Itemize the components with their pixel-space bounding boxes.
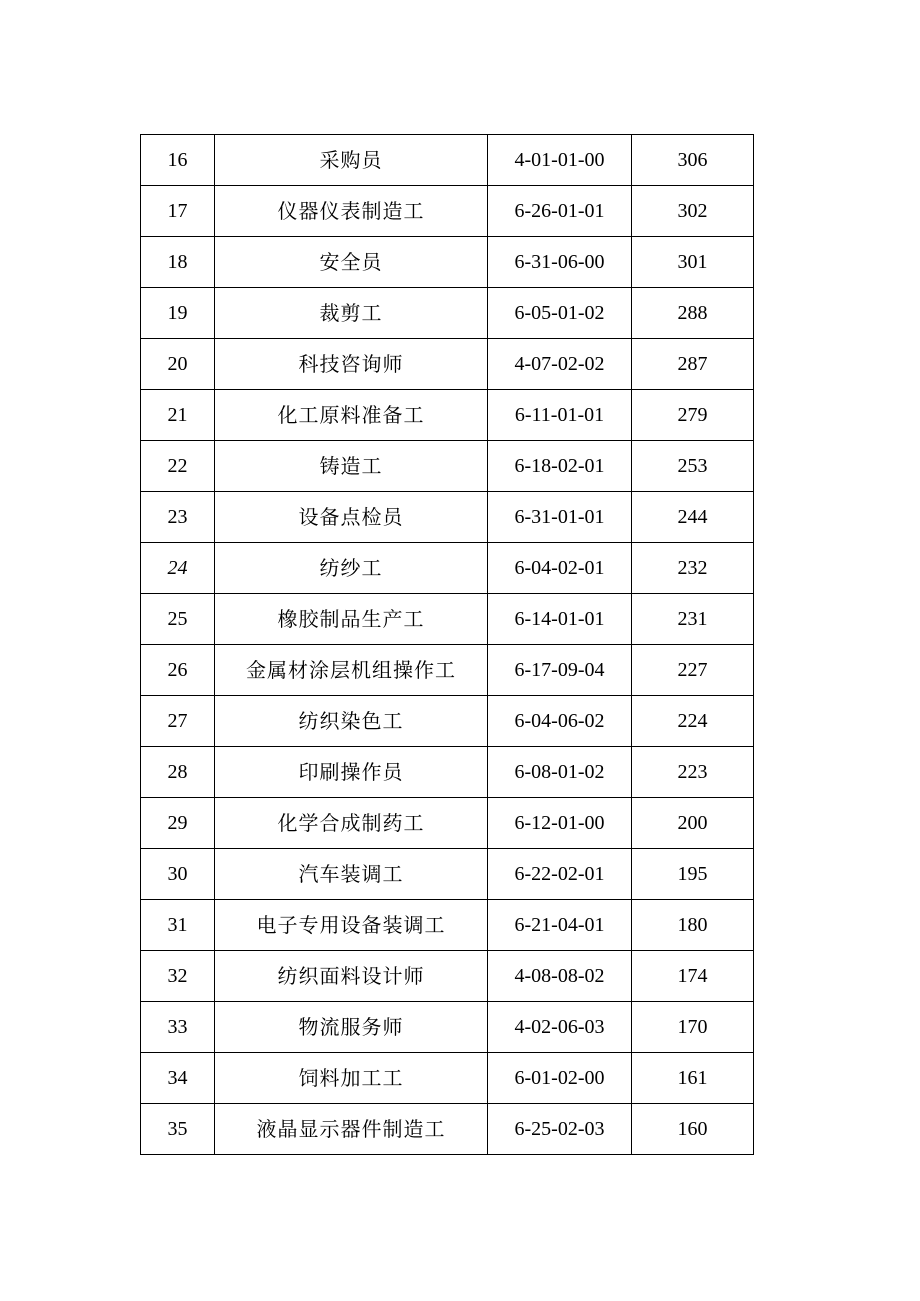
table-row — [141, 1002, 754, 1053]
row-number: 16 — [141, 135, 215, 186]
demand-count: 195 — [632, 849, 754, 900]
occupation-name: 电子专用设备装调工 — [215, 900, 488, 951]
table-row — [141, 747, 754, 798]
occupation-code: 6-01-02-00 — [488, 1053, 632, 1104]
table-row — [141, 492, 754, 543]
row-number: 32 — [141, 951, 215, 1002]
demand-count: 200 — [632, 798, 754, 849]
occupation-name: 铸造工 — [215, 441, 488, 492]
row-number: 17 — [141, 186, 215, 237]
occupation-name: 橡胶制品生产工 — [215, 594, 488, 645]
demand-count: 253 — [632, 441, 754, 492]
occupation-name: 纺织染色工 — [215, 696, 488, 747]
demand-count: 231 — [632, 594, 754, 645]
occupation-name: 安全员 — [215, 237, 488, 288]
table-row — [141, 186, 754, 237]
row-number: 26 — [141, 645, 215, 696]
demand-count: 174 — [632, 951, 754, 1002]
occupation-name: 液晶显示器件制造工 — [215, 1104, 488, 1155]
row-number: 22 — [141, 441, 215, 492]
row-number: 28 — [141, 747, 215, 798]
demand-count: 301 — [632, 237, 754, 288]
occupation-name: 设备点检员 — [215, 492, 488, 543]
occupation-code: 6-18-02-01 — [488, 441, 632, 492]
occupation-code: 6-22-02-01 — [488, 849, 632, 900]
occupation-code: 6-12-01-00 — [488, 798, 632, 849]
table-row — [141, 696, 754, 747]
occupation-name: 采购员 — [215, 135, 488, 186]
demand-count: 170 — [632, 1002, 754, 1053]
occupation-code: 6-14-01-01 — [488, 594, 632, 645]
occupation-code: 6-25-02-03 — [488, 1104, 632, 1155]
demand-count: 288 — [632, 288, 754, 339]
demand-count: 232 — [632, 543, 754, 594]
demand-count: 224 — [632, 696, 754, 747]
occupation-code: 4-01-01-00 — [488, 135, 632, 186]
occupation-code: 6-11-01-01 — [488, 390, 632, 441]
demand-count: 244 — [632, 492, 754, 543]
occupation-name: 纺织面料设计师 — [215, 951, 488, 1002]
occupation-code: 6-21-04-01 — [488, 900, 632, 951]
row-number: 24 — [141, 543, 215, 594]
row-number: 27 — [141, 696, 215, 747]
row-number: 29 — [141, 798, 215, 849]
row-number: 35 — [141, 1104, 215, 1155]
demand-count: 306 — [632, 135, 754, 186]
table-row — [141, 798, 754, 849]
occupation-name: 化学合成制药工 — [215, 798, 488, 849]
row-number: 30 — [141, 849, 215, 900]
row-number: 33 — [141, 1002, 215, 1053]
occupation-table — [140, 134, 754, 1155]
demand-count: 287 — [632, 339, 754, 390]
occupation-code: 6-04-06-02 — [488, 696, 632, 747]
occupation-name: 印刷操作员 — [215, 747, 488, 798]
table-row — [141, 390, 754, 441]
table-row — [141, 645, 754, 696]
table-row — [141, 849, 754, 900]
occupation-name: 饲料加工工 — [215, 1053, 488, 1104]
occupation-name: 裁剪工 — [215, 288, 488, 339]
table-row — [141, 441, 754, 492]
table-row — [141, 543, 754, 594]
demand-count: 223 — [632, 747, 754, 798]
occupation-code: 6-08-01-02 — [488, 747, 632, 798]
table-row — [141, 594, 754, 645]
occupation-name: 物流服务师 — [215, 1002, 488, 1053]
row-number: 20 — [141, 339, 215, 390]
occupation-name: 仪器仪表制造工 — [215, 186, 488, 237]
demand-count: 160 — [632, 1104, 754, 1155]
occupation-name: 化工原料准备工 — [215, 390, 488, 441]
occupation-code: 6-26-01-01 — [488, 186, 632, 237]
row-number: 25 — [141, 594, 215, 645]
occupation-code: 4-07-02-02 — [488, 339, 632, 390]
demand-count: 279 — [632, 390, 754, 441]
occupation-name: 科技咨询师 — [215, 339, 488, 390]
row-number: 34 — [141, 1053, 215, 1104]
table-row — [141, 135, 754, 186]
table-row — [141, 237, 754, 288]
table-row — [141, 1053, 754, 1104]
occupation-code: 4-08-08-02 — [488, 951, 632, 1002]
occupation-code: 6-31-06-00 — [488, 237, 632, 288]
table-row — [141, 1104, 754, 1155]
occupation-code: 6-31-01-01 — [488, 492, 632, 543]
occupation-code: 6-17-09-04 — [488, 645, 632, 696]
table-row — [141, 900, 754, 951]
demand-count: 180 — [632, 900, 754, 951]
table-row — [141, 339, 754, 390]
row-number: 23 — [141, 492, 215, 543]
occupation-name: 金属材涂层机组操作工 — [215, 645, 488, 696]
row-number: 21 — [141, 390, 215, 441]
demand-count: 161 — [632, 1053, 754, 1104]
occupation-code: 4-02-06-03 — [488, 1002, 632, 1053]
row-number: 19 — [141, 288, 215, 339]
occupation-name: 纺纱工 — [215, 543, 488, 594]
occupation-name: 汽车装调工 — [215, 849, 488, 900]
demand-count: 227 — [632, 645, 754, 696]
row-number: 31 — [141, 900, 215, 951]
occupation-code: 6-05-01-02 — [488, 288, 632, 339]
occupation-code: 6-04-02-01 — [488, 543, 632, 594]
row-number: 18 — [141, 237, 215, 288]
demand-count: 302 — [632, 186, 754, 237]
table-row — [141, 951, 754, 1002]
table-row — [141, 288, 754, 339]
